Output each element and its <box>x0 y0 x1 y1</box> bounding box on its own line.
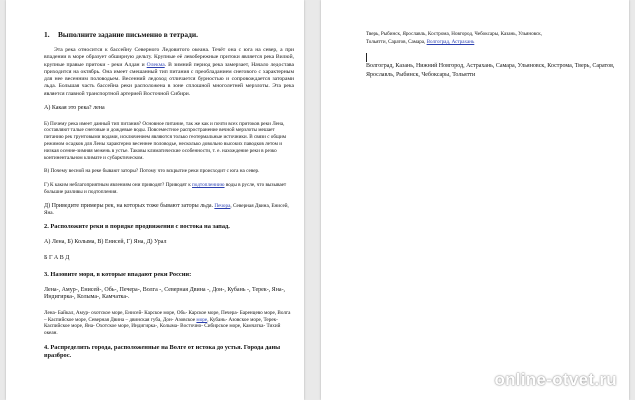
cities-line-1: Тверь, Рыбинск, Ярославль, Кострома, Новгород, Чебоксары, Казань, Ульяновск, <box>366 31 543 37</box>
cities-line-2 <box>366 38 616 46</box>
text-cursor <box>366 53 367 62</box>
question-g <box>44 182 294 196</box>
section2-list: А) Лена, Б) Колыма, В) Енисей, Г) Яна, Д) Урал <box>44 239 167 246</box>
document-page-right <box>321 0 629 400</box>
passage-text-1: Эта река относится к бассейну Северного Ледовитого океана. Течёт она с юга на север, а при впадении в море образует обширную дельту. Крупные её левобережные притоки является река Вилюй, крупные правые притоки - реки Алдан и <box>44 47 294 68</box>
pechora-link[interactable]: Печора <box>214 202 231 209</box>
section2-heading: 2. Расположите реки в порядке продвижения с востока на запад. <box>44 223 230 231</box>
question-d <box>44 203 294 217</box>
section3-answer-text-end: , Кубань- Азовское море, Терек- Каспийское море, Яна- Охотское море, Индигирка-, Колыма- Восточно- Сибирское море, Камчатка- Тихий океан. <box>44 316 281 337</box>
volgograd-link[interactable]: Волгоград, Астрахань <box>426 39 475 46</box>
question-a: А) Какая это река? лена <box>44 105 105 112</box>
question-d-text: Д) Приведите примеры рек, на которых тоже бывают заторы льда. <box>44 202 214 209</box>
task1-title: Выполните задание письменно в тетради. <box>58 30 198 39</box>
section4-heading: 4. Распределить города, расположенные на Волге от истока до устья. Города даны вразброс. <box>44 344 281 359</box>
section3-answer-text: Лена- Байкал, Амур- охотское море, Енисей- Карское море, Обь- Карское море, Печера- Баренцево море, Волга – Каспийское море, Северная Двина – двинская губа, Дон- Азовское <box>44 309 291 323</box>
section3-heading: 3. Назовите моря, в которые впадают реки России: <box>44 270 192 278</box>
cities-line-2-text: Тольятти, Саратов, Самара, <box>366 39 426 46</box>
document-page-left <box>6 0 304 400</box>
question-v: В) Почему весной на реке бывают заторы? Потому что вскрытие реки происходит с юга на север. <box>44 168 260 175</box>
olekma-link[interactable]: Олекма <box>146 61 165 68</box>
site-watermark: online-otvet.ru <box>494 370 617 389</box>
page-left-content <box>44 30 294 368</box>
task1-heading <box>44 30 294 39</box>
passage-text-2: . В зимний период река замерзает, Начало ледостава приходится на октябрь. Она имеет смешанный тип питания с преобладанием снегового с характерным для нее весенним половодьем. Весенний ледоход отличается бурностью и сопровождается заторами льда. Большая часть бассейна реки расположена в зоне сплошной многолетней мерзлоты. Эта река является главной транспортной артерией Восточной Сибири. <box>44 61 294 97</box>
section2-answer: Б Г А В Д <box>44 255 70 262</box>
question-b: Б) Почему река имеет данный тип питания? Основное питание, так же как и почти всех притоков реки Лена, составляют талые снеговые и дождевые воды. Повсеместное распространение вечной мерзлоты мешает питанию рек грунтовыми водами, исключением являются только геотермальные источники. В связи с общим режимом осадков для Лены характерно весеннее половодье, несколько довольно высоких паводков летом и низкая осенне-зимняя межень в устье. Таковы климатические особенности, т. е. нахождение реки в резко континентальном климате и субарктическом. <box>44 120 287 161</box>
page-right-content <box>366 30 616 80</box>
sea-link[interactable]: море <box>196 316 208 323</box>
question-d-text-end: , Северная Двина, Енисей, Яна. <box>44 202 289 216</box>
question-g-text-end: воды в русле, что вызывает большие разливы и подтопления. <box>44 182 287 196</box>
cities-answer: Волгоград, Казань, Нижний Новгород, Астрахань, Самара, Ульяновск, Кострома, Тверь, Саратов, Ярославль, Рыбинск, Чебоксары, Тольятти <box>366 63 615 78</box>
passage-paragraph <box>44 47 294 98</box>
section3-list: Лена-, Амур-, Енисей-, Обь-, Печера-, Волга -, Северная Двина -, Дон-, Кубань -, Терек-, Яна-, Индигирка-, Колыма-, Камчатка-. <box>44 286 286 301</box>
flooding-link[interactable]: подтоплениию <box>192 182 225 189</box>
question-g-text: Г) К каким неблагоприятным явлениям они приводят? Приводят к <box>44 182 191 189</box>
task1-number: 1. <box>44 30 50 39</box>
section3-answer <box>44 310 294 337</box>
